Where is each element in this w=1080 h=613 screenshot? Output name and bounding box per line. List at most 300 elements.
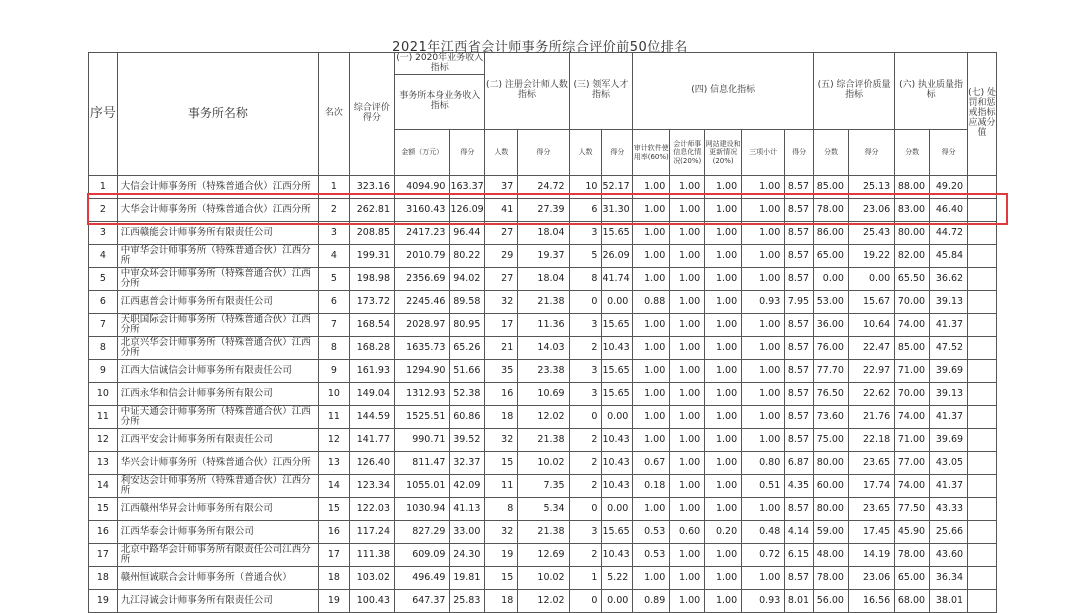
table-cell: 1.00 bbox=[670, 314, 705, 337]
table-cell: 0.93 bbox=[742, 291, 785, 314]
table-cell: 8.57 bbox=[785, 498, 814, 521]
table-cell: 73.60 bbox=[814, 406, 849, 429]
table-cell: 2417.23 bbox=[395, 222, 450, 245]
table-cell: 59.00 bbox=[814, 521, 849, 544]
table-cell: 10.43 bbox=[602, 544, 633, 567]
table-cell: 1.00 bbox=[670, 337, 705, 360]
table-cell: 9 bbox=[319, 360, 350, 383]
table-cell: 10.43 bbox=[602, 475, 633, 498]
table-cell: 48.00 bbox=[814, 544, 849, 567]
table-cell: 75.00 bbox=[814, 429, 849, 452]
table-cell: 18 bbox=[485, 590, 518, 613]
penalty-cell bbox=[968, 314, 997, 337]
table-cell: 2356.69 bbox=[395, 268, 450, 291]
table-cell: 36.34 bbox=[930, 567, 968, 590]
table-cell: 1.00 bbox=[670, 567, 705, 590]
table-cell: 10.02 bbox=[518, 567, 569, 590]
header-g3: (三) 领军人才指标 bbox=[569, 53, 633, 130]
header-g2-count: 人数 bbox=[485, 130, 518, 176]
table-cell: 1.00 bbox=[633, 406, 670, 429]
table-row bbox=[89, 521, 997, 544]
table-cell: 82.00 bbox=[895, 245, 930, 268]
table-cell: 8.57 bbox=[785, 245, 814, 268]
table-cell: 6.15 bbox=[785, 544, 814, 567]
table-cell: 44.72 bbox=[930, 222, 968, 245]
penalty-cell bbox=[968, 498, 997, 521]
table-cell: 8.57 bbox=[785, 268, 814, 291]
table-cell: 39.13 bbox=[930, 291, 968, 314]
table-cell: 27.39 bbox=[518, 199, 569, 222]
header-g4-c2: 会计师事信息化情况(20%) bbox=[670, 130, 705, 176]
header-score: 综合评价得分 bbox=[349, 53, 394, 176]
firm-name-cell: 中审华会计师事务所（特殊普通合伙）江西分所 bbox=[117, 245, 318, 268]
header-g4-c3: 网站建设和更新情况(20%) bbox=[705, 130, 742, 176]
table-cell: 9 bbox=[89, 360, 118, 383]
table-cell: 85.00 bbox=[895, 337, 930, 360]
table-cell: 18 bbox=[89, 567, 118, 590]
penalty-cell bbox=[968, 268, 997, 291]
table-cell: 18.04 bbox=[518, 268, 569, 291]
table-cell: 0.80 bbox=[742, 452, 785, 475]
table-cell: 1.00 bbox=[705, 452, 742, 475]
table-cell: 0.48 bbox=[742, 521, 785, 544]
table-cell: 45.84 bbox=[930, 245, 968, 268]
header-g1-points: 得分 bbox=[450, 130, 485, 176]
firm-name-cell: 赣州恒诚联合会计师事务所（普通合伙） bbox=[117, 567, 318, 590]
table-cell: 0 bbox=[569, 590, 602, 613]
table-row bbox=[89, 452, 997, 475]
table-cell: 77.70 bbox=[814, 360, 849, 383]
table-cell: 8.57 bbox=[785, 406, 814, 429]
table-cell: 1.00 bbox=[670, 406, 705, 429]
table-cell: 47.52 bbox=[930, 337, 968, 360]
table-cell: 198.98 bbox=[349, 268, 394, 291]
table-cell: 4094.90 bbox=[395, 176, 450, 199]
table-cell: 1.00 bbox=[705, 337, 742, 360]
table-row bbox=[89, 475, 997, 498]
table-cell: 0.60 bbox=[670, 521, 705, 544]
table-cell: 22.47 bbox=[848, 337, 894, 360]
penalty-cell bbox=[968, 222, 997, 245]
table-cell: 19 bbox=[485, 544, 518, 567]
table-cell: 65.00 bbox=[814, 245, 849, 268]
table-cell: 18.04 bbox=[518, 222, 569, 245]
table-cell: 2 bbox=[319, 199, 350, 222]
table-cell: 1.00 bbox=[633, 222, 670, 245]
table-cell: 1.00 bbox=[633, 360, 670, 383]
table-cell: 0.18 bbox=[633, 475, 670, 498]
table-cell: 39.69 bbox=[930, 360, 968, 383]
table-cell: 18 bbox=[319, 567, 350, 590]
table-cell: 1.00 bbox=[742, 383, 785, 406]
table-cell: 17.74 bbox=[848, 475, 894, 498]
table-cell: 0.00 bbox=[602, 406, 633, 429]
table-cell: 1.00 bbox=[705, 176, 742, 199]
table-cell: 3 bbox=[569, 360, 602, 383]
table-cell: 33.00 bbox=[450, 521, 485, 544]
table-cell: 71.00 bbox=[895, 429, 930, 452]
table-cell: 149.04 bbox=[349, 383, 394, 406]
table-cell: 11 bbox=[89, 406, 118, 429]
table-cell: 96.44 bbox=[450, 222, 485, 245]
table-cell: 1.00 bbox=[633, 199, 670, 222]
table-cell: 8 bbox=[485, 498, 518, 521]
table-cell: 41.37 bbox=[930, 475, 968, 498]
table-cell: 0.51 bbox=[742, 475, 785, 498]
table-cell: 21.38 bbox=[518, 291, 569, 314]
table-cell: 1.00 bbox=[633, 429, 670, 452]
firm-name-cell: 天职国际会计师事务所（特殊普通合伙）江西分所 bbox=[117, 314, 318, 337]
table-cell: 111.38 bbox=[349, 544, 394, 567]
table-cell: 1.00 bbox=[705, 291, 742, 314]
table-cell: 38.01 bbox=[930, 590, 968, 613]
table-cell: 1.00 bbox=[670, 291, 705, 314]
table-cell: 6.87 bbox=[785, 452, 814, 475]
penalty-cell bbox=[968, 360, 997, 383]
table-cell: 1.00 bbox=[705, 383, 742, 406]
penalty-cell bbox=[968, 291, 997, 314]
table-cell: 25.13 bbox=[848, 176, 894, 199]
penalty-cell bbox=[968, 337, 997, 360]
table-cell: 1.00 bbox=[670, 176, 705, 199]
table-cell: 1.00 bbox=[633, 314, 670, 337]
table-cell: 41.37 bbox=[930, 314, 968, 337]
table-cell: 80.00 bbox=[814, 498, 849, 521]
table-cell: 12 bbox=[89, 429, 118, 452]
table-cell: 76.50 bbox=[814, 383, 849, 406]
table-cell: 1030.94 bbox=[395, 498, 450, 521]
table-cell: 11 bbox=[485, 475, 518, 498]
table-cell: 15 bbox=[485, 567, 518, 590]
table-cell: 1.00 bbox=[742, 199, 785, 222]
table-cell: 1.00 bbox=[633, 245, 670, 268]
table-cell: 0.53 bbox=[633, 544, 670, 567]
table-cell: 53.00 bbox=[814, 291, 849, 314]
table-cell: 16 bbox=[319, 521, 350, 544]
table-row bbox=[89, 314, 997, 337]
table-cell: 23.06 bbox=[848, 567, 894, 590]
table-cell: 7.95 bbox=[785, 291, 814, 314]
table-cell: 1 bbox=[569, 567, 602, 590]
penalty-cell bbox=[968, 383, 997, 406]
header-seq: 序号 bbox=[89, 53, 118, 176]
table-cell: 14.03 bbox=[518, 337, 569, 360]
table-cell: 1.00 bbox=[633, 268, 670, 291]
table-cell: 13 bbox=[319, 452, 350, 475]
table-cell: 1525.51 bbox=[395, 406, 450, 429]
table-cell: 8.57 bbox=[785, 383, 814, 406]
penalty-cell bbox=[968, 199, 997, 222]
firm-name-cell: 江西赣能会计师事务所有限责任公司 bbox=[117, 222, 318, 245]
header-g6-c1: 分数 bbox=[895, 130, 930, 176]
table-cell: 1.00 bbox=[742, 360, 785, 383]
table-cell: 2028.97 bbox=[395, 314, 450, 337]
table-cell: 2 bbox=[89, 199, 118, 222]
table-cell: 17 bbox=[485, 314, 518, 337]
table-cell: 8.57 bbox=[785, 314, 814, 337]
table-cell: 126.40 bbox=[349, 452, 394, 475]
table-cell: 16.56 bbox=[848, 590, 894, 613]
table-cell: 24.30 bbox=[450, 544, 485, 567]
table-cell: 35 bbox=[485, 360, 518, 383]
table-cell: 1.00 bbox=[633, 383, 670, 406]
table-cell: 27 bbox=[485, 268, 518, 291]
penalty-cell bbox=[968, 406, 997, 429]
table-cell: 811.47 bbox=[395, 452, 450, 475]
table-cell: 1.00 bbox=[742, 268, 785, 291]
table-cell: 15.67 bbox=[848, 291, 894, 314]
table-cell: 65.00 bbox=[895, 567, 930, 590]
table-cell: 8.57 bbox=[785, 429, 814, 452]
table-cell: 3 bbox=[569, 521, 602, 544]
table-cell: 168.54 bbox=[349, 314, 394, 337]
table-cell: 7.35 bbox=[518, 475, 569, 498]
table-cell: 14 bbox=[319, 475, 350, 498]
table-cell: 10.64 bbox=[848, 314, 894, 337]
table-cell: 15.65 bbox=[602, 521, 633, 544]
table-cell: 5.22 bbox=[602, 567, 633, 590]
table-cell: 36.00 bbox=[814, 314, 849, 337]
table-cell: 609.09 bbox=[395, 544, 450, 567]
table-row bbox=[89, 383, 997, 406]
table-cell: 15 bbox=[485, 452, 518, 475]
table-cell: 1.00 bbox=[670, 475, 705, 498]
header-g5: (五) 综合评价质量指标 bbox=[814, 53, 895, 130]
table-cell: 80.95 bbox=[450, 314, 485, 337]
table-cell: 8.57 bbox=[785, 176, 814, 199]
firm-name-cell: 九江浔诚会计师事务所有限责任公司 bbox=[117, 590, 318, 613]
firm-name-cell: 江西永华和信会计师事务所有限公司 bbox=[117, 383, 318, 406]
table-cell: 86.00 bbox=[814, 222, 849, 245]
table-cell: 25.43 bbox=[848, 222, 894, 245]
table-cell: 10.02 bbox=[518, 452, 569, 475]
table-cell: 18 bbox=[485, 406, 518, 429]
table-cell: 1055.01 bbox=[395, 475, 450, 498]
firm-name-cell: 中审众环会计师事务所（特殊普通合伙）江西分所 bbox=[117, 268, 318, 291]
table-cell: 23.38 bbox=[518, 360, 569, 383]
table-cell: 85.00 bbox=[814, 176, 849, 199]
table-row bbox=[89, 429, 997, 452]
header-g4-c4: 三项小计 bbox=[742, 130, 785, 176]
table-cell: 80.22 bbox=[450, 245, 485, 268]
table-cell: 19.37 bbox=[518, 245, 569, 268]
table-cell: 74.00 bbox=[895, 314, 930, 337]
table-cell: 29 bbox=[485, 245, 518, 268]
table-cell: 1.00 bbox=[742, 498, 785, 521]
table-cell: 10.43 bbox=[602, 452, 633, 475]
table-cell: 5 bbox=[319, 268, 350, 291]
table-cell: 21.38 bbox=[518, 521, 569, 544]
table-cell: 51.66 bbox=[450, 360, 485, 383]
table-cell: 1.00 bbox=[705, 590, 742, 613]
table-cell: 1.00 bbox=[633, 567, 670, 590]
table-cell: 1312.93 bbox=[395, 383, 450, 406]
table-cell: 11.36 bbox=[518, 314, 569, 337]
table-row bbox=[89, 360, 997, 383]
table-row bbox=[89, 222, 997, 245]
table-cell: 1 bbox=[89, 176, 118, 199]
table-cell: 19.22 bbox=[848, 245, 894, 268]
firm-name-cell: 北京中路华会计师事务所有限责任公司江西分所 bbox=[117, 544, 318, 567]
table-cell: 8.01 bbox=[785, 590, 814, 613]
table-cell: 0.89 bbox=[633, 590, 670, 613]
table-cell: 60.00 bbox=[814, 475, 849, 498]
table-cell: 12.02 bbox=[518, 590, 569, 613]
table-cell: 76.00 bbox=[814, 337, 849, 360]
header-rank: 名次 bbox=[319, 53, 350, 176]
table-cell: 1.00 bbox=[670, 498, 705, 521]
table-cell: 21.38 bbox=[518, 429, 569, 452]
header-g1-sub: 事务所本身业务收入指标 bbox=[395, 75, 485, 130]
table-cell: 1.00 bbox=[705, 314, 742, 337]
table-cell: 1.00 bbox=[742, 245, 785, 268]
table-cell: 22.62 bbox=[848, 383, 894, 406]
table-cell: 15 bbox=[89, 498, 118, 521]
table-cell: 46.40 bbox=[930, 199, 968, 222]
table-cell: 1.00 bbox=[705, 222, 742, 245]
firm-name-cell: 中证天通会计师事务所（特殊普通合伙）江西分所 bbox=[117, 406, 318, 429]
table-cell: 24.72 bbox=[518, 176, 569, 199]
firm-name-cell: 利安达会计师事务所（特殊普通合伙）江西分所 bbox=[117, 475, 318, 498]
header-g1: (一) 2020年业务收入指标 bbox=[396, 52, 484, 73]
table-cell: 12.69 bbox=[518, 544, 569, 567]
table-cell: 8 bbox=[569, 268, 602, 291]
header-g5-c1: 分数 bbox=[814, 130, 849, 176]
table-cell: 0 bbox=[569, 291, 602, 314]
table-cell: 1.00 bbox=[670, 199, 705, 222]
table-cell: 1.00 bbox=[742, 176, 785, 199]
table-cell: 23.65 bbox=[848, 498, 894, 521]
table-cell: 0 bbox=[569, 406, 602, 429]
table-cell: 10 bbox=[569, 176, 602, 199]
table-cell: 15.65 bbox=[602, 222, 633, 245]
table-cell: 22.18 bbox=[848, 429, 894, 452]
table-cell: 1.00 bbox=[705, 360, 742, 383]
table-cell: 60.86 bbox=[450, 406, 485, 429]
header-g3-count: 人数 bbox=[569, 130, 602, 176]
table-cell: 0.00 bbox=[602, 498, 633, 521]
table-cell: 74.00 bbox=[895, 475, 930, 498]
table-cell: 496.49 bbox=[395, 567, 450, 590]
table-cell: 17 bbox=[319, 544, 350, 567]
table-cell: 0.93 bbox=[742, 590, 785, 613]
table-row bbox=[89, 268, 997, 291]
table-cell: 41 bbox=[485, 199, 518, 222]
table-cell: 6 bbox=[89, 291, 118, 314]
table-row bbox=[89, 498, 997, 521]
table-cell: 3 bbox=[569, 314, 602, 337]
table-cell: 5.34 bbox=[518, 498, 569, 521]
table-cell: 32 bbox=[485, 521, 518, 544]
table-cell: 68.00 bbox=[895, 590, 930, 613]
penalty-cell bbox=[968, 429, 997, 452]
penalty-cell bbox=[968, 176, 997, 199]
table-cell: 0.67 bbox=[633, 452, 670, 475]
penalty-cell bbox=[968, 567, 997, 590]
table-cell: 1.00 bbox=[633, 337, 670, 360]
table-cell: 8.57 bbox=[785, 222, 814, 245]
table-cell: 88.00 bbox=[895, 176, 930, 199]
table-cell: 74.00 bbox=[895, 406, 930, 429]
table-cell: 1.00 bbox=[705, 567, 742, 590]
table-cell: 14.19 bbox=[848, 544, 894, 567]
firm-name-cell: 江西大信诚信会计师事务所有限责任公司 bbox=[117, 360, 318, 383]
table-row bbox=[89, 176, 997, 199]
table-cell: 13 bbox=[89, 452, 118, 475]
table-cell: 43.60 bbox=[930, 544, 968, 567]
firm-name-cell: 华兴会计师事务所（特殊普通合伙）江西分所 bbox=[117, 452, 318, 475]
table-cell: 71.00 bbox=[895, 360, 930, 383]
table-cell: 2010.79 bbox=[395, 245, 450, 268]
table-cell: 1.00 bbox=[670, 360, 705, 383]
table-cell: 6 bbox=[569, 199, 602, 222]
table-cell: 17 bbox=[89, 544, 118, 567]
table-cell: 100.43 bbox=[349, 590, 394, 613]
table-cell: 199.31 bbox=[349, 245, 394, 268]
table-cell: 12.02 bbox=[518, 406, 569, 429]
table-cell: 22.97 bbox=[848, 360, 894, 383]
table-row bbox=[89, 337, 997, 360]
firm-name-cell: 大信会计师事务所（特殊普通合伙）江西分所 bbox=[117, 176, 318, 199]
table-cell: 43.05 bbox=[930, 452, 968, 475]
table-row bbox=[89, 590, 997, 613]
table-cell: 39.13 bbox=[930, 383, 968, 406]
table-cell: 1 bbox=[319, 176, 350, 199]
firm-name-cell: 北京兴华会计师事务所（特殊普通合伙）江西分所 bbox=[117, 337, 318, 360]
penalty-cell bbox=[968, 475, 997, 498]
table-cell: 31.30 bbox=[602, 199, 633, 222]
table-cell: 1.00 bbox=[670, 245, 705, 268]
table-cell: 1.00 bbox=[670, 222, 705, 245]
table-cell: 8.57 bbox=[785, 199, 814, 222]
table-cell: 0.00 bbox=[814, 268, 849, 291]
table-cell: 17.45 bbox=[848, 521, 894, 544]
table-cell: 83.00 bbox=[895, 199, 930, 222]
table-cell: 36.62 bbox=[930, 268, 968, 291]
table-cell: 41.74 bbox=[602, 268, 633, 291]
table-cell: 10 bbox=[89, 383, 118, 406]
table-cell: 8.57 bbox=[785, 337, 814, 360]
table-cell: 163.37 bbox=[450, 176, 485, 199]
firm-name-cell: 江西赣州华昇会计师事务所有限公司 bbox=[117, 498, 318, 521]
header-g6-c2: 得分 bbox=[930, 130, 968, 176]
table-cell: 10.69 bbox=[518, 383, 569, 406]
table-cell: 1.00 bbox=[633, 176, 670, 199]
table-cell: 43.33 bbox=[930, 498, 968, 521]
table-cell: 70.00 bbox=[895, 291, 930, 314]
table-cell: 7 bbox=[319, 314, 350, 337]
table-cell: 1.00 bbox=[670, 268, 705, 291]
table-cell: 10.43 bbox=[602, 429, 633, 452]
table-cell: 23.06 bbox=[848, 199, 894, 222]
table-cell: 2 bbox=[569, 544, 602, 567]
table-cell: 4.14 bbox=[785, 521, 814, 544]
table-cell: 89.58 bbox=[450, 291, 485, 314]
table-cell: 1.00 bbox=[705, 199, 742, 222]
table-cell: 0.00 bbox=[602, 590, 633, 613]
penalty-cell bbox=[968, 590, 997, 613]
table-cell: 5 bbox=[569, 245, 602, 268]
table-cell: 141.77 bbox=[349, 429, 394, 452]
penalty-cell bbox=[968, 245, 997, 268]
table-cell: 1.00 bbox=[705, 429, 742, 452]
table-cell: 19.81 bbox=[450, 567, 485, 590]
table-cell: 77.00 bbox=[895, 452, 930, 475]
ranking-table bbox=[88, 52, 997, 613]
table-cell: 1294.90 bbox=[395, 360, 450, 383]
page-title: 2021年江西省会计师事务所综合评价前50位排名 bbox=[392, 40, 688, 55]
table-cell: 126.09 bbox=[450, 199, 485, 222]
